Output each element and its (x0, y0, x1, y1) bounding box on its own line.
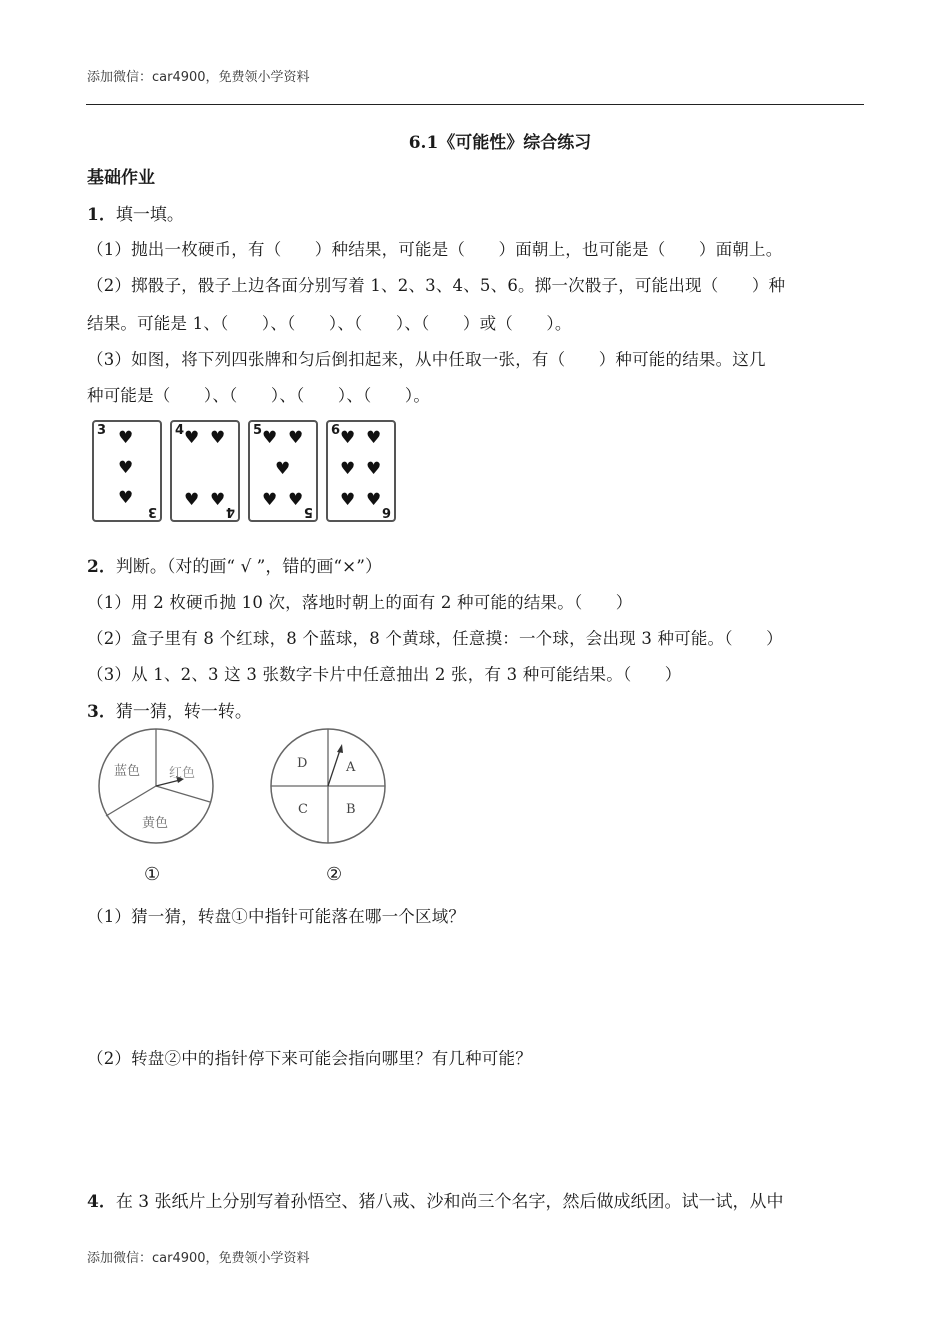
card-rank: 5 (253, 423, 263, 438)
heart-icon: ♥ (340, 459, 356, 479)
playing-card-5 (248, 420, 318, 522)
q1-part3-line1: （3）如图，将下列四张牌和匀后倒扣起来，从中任取一张，有（ ）种可能的结果。这几 (87, 350, 766, 369)
heart-icon: ♥ (118, 458, 134, 478)
heart-icon: ♥ (118, 428, 134, 448)
q1-part2-line2: 结果。可能是 1、（ ）、（ ）、（ ）、（ ）或（ ）。 (87, 314, 572, 333)
heart-icon: ♥ (288, 490, 304, 510)
card-rank-bottom: 3 (147, 504, 157, 519)
card-rank: 3 (97, 423, 107, 438)
heart-icon: ♥ (340, 490, 356, 510)
q2-part1: （1）用 2 枚硬币抛 10 次，落地时朝上的面有 2 种可能的结果。（ ） (87, 593, 633, 612)
question-4-heading (87, 1187, 783, 1212)
spinner-1-divider (156, 786, 210, 802)
spinner-2-label-c: C (298, 802, 308, 817)
q3-part2: （2）转盘②中的指针停下来可能会指向哪里？有几种可能？ (87, 1049, 532, 1068)
spinner-2-label-d: D (297, 756, 308, 771)
heart-icon: ♥ (366, 428, 382, 448)
heart-icon: ♥ (184, 490, 200, 510)
q1-part2-line1: （2）掷骰子，骰子上边各面分别写着 1、2、3、4、5、6。掷一次骰子，可能出现（ ）种 (87, 276, 786, 295)
heart-icon: ♥ (118, 488, 134, 508)
spinner-1-label-yellow: 黄色 (142, 816, 169, 831)
spinner-1-label-blue: 蓝色 (114, 764, 141, 779)
q1-part1: （1）抛出一枚硬币，有（ ）种结果，可能是（ ）面朝上，也可能是（ ）面朝上。 (87, 240, 783, 259)
section-heading: 基础作业 (87, 168, 155, 188)
spinner-2-pointer-head (337, 744, 343, 753)
heart-icon: ♥ (340, 428, 356, 448)
playing-card-3 (92, 420, 162, 522)
heart-icon: ♥ (184, 428, 200, 448)
question-2-heading (87, 552, 382, 577)
footer-note: 添加微信：car4900，免费领小学资料 (87, 1251, 310, 1266)
header-note: 添加微信：car4900，免费领小学资料 (87, 70, 310, 85)
card-rank: 6 (331, 423, 341, 438)
spinner-2 (268, 726, 388, 846)
question-3-text: 猜一猜，转一转。 (115, 702, 252, 722)
spinner-1-label-red: 红色 (169, 766, 196, 781)
spinner-2-label-b: B (346, 802, 356, 817)
heart-icon: ♥ (210, 490, 226, 510)
heart-icon: ♥ (366, 490, 382, 510)
card-rank-bottom: 4 (225, 504, 235, 519)
question-4-text: 在 3 张纸片上分别写着孙悟空、猪八戒、沙和尚三个名字，然后做成纸团。试一试，从中 (115, 1192, 784, 1212)
q2-part3: （3）从 1、2、3 这 3 张数字卡片中任意抽出 2 张，有 3 种可能结果。（ ） (87, 665, 682, 684)
heart-icon: ♥ (275, 459, 291, 479)
page-title: 6.1《可能性》综合练习 (408, 133, 592, 153)
question-4-number: 4． (87, 1192, 116, 1212)
card-rank-bottom: 5 (303, 504, 313, 519)
question-1-number: 1． (87, 205, 116, 225)
header-divider (86, 104, 864, 105)
spinner-2-label-a: A (346, 760, 356, 775)
card-rank: 4 (175, 423, 185, 438)
heart-icon: ♥ (262, 428, 278, 448)
heart-icon: ♥ (366, 459, 382, 479)
spinner-2-caption: ② (326, 864, 343, 885)
question-2-text: 判断。（对的画“ √ ”，错的画“×”） (115, 557, 382, 577)
spinner-1-caption: ① (144, 864, 161, 885)
q3-part1: （1）猜一猜，转盘①中指针可能落在哪一个区域？ (87, 907, 466, 926)
playing-card-6 (326, 420, 396, 522)
q2-part2: （2）盒子里有 8 个红球，8 个蓝球，8 个黄球，任意摸：一个球，会出现 3 种可能。（ ） (87, 629, 783, 648)
heart-icon: ♥ (262, 490, 278, 510)
question-3-heading (87, 697, 252, 722)
question-1-text: 填一填。 (115, 205, 184, 225)
heart-icon: ♥ (210, 428, 226, 448)
question-1-heading (87, 200, 184, 225)
playing-card-4 (170, 420, 240, 522)
card-rank-bottom: 6 (381, 504, 391, 519)
question-3-number: 3． (87, 702, 116, 722)
q1-part3-line2: 种可能是（ ）、（ ）、（ ）、（ ）。 (87, 386, 431, 405)
question-2-number: 2． (87, 557, 116, 577)
heart-icon: ♥ (288, 428, 304, 448)
spinner-2-pointer (328, 750, 340, 786)
